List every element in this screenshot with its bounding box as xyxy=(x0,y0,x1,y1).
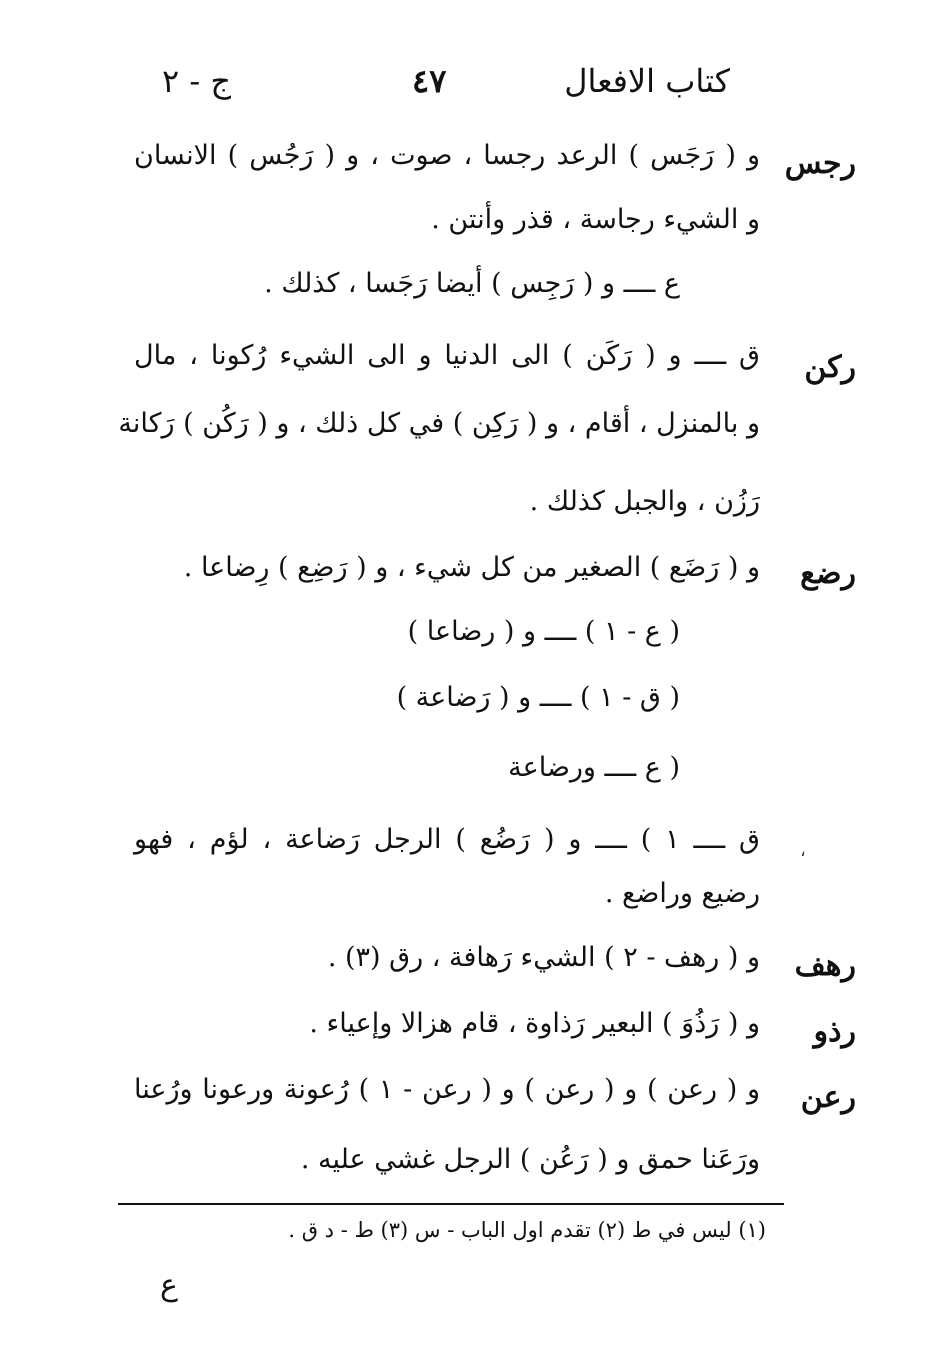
footnote: (١) ليس في ط (٢) تقدم اول الباب - س (٣) ط - د ق . xyxy=(288,1218,766,1242)
headword: رضع xyxy=(800,556,856,591)
entry-line: و ( رَجَس ) الرعد رجسا ، صوت ، و ( رَجُس ) الانسان xyxy=(134,140,760,171)
entry-line: و ( رعن ) و ( رعن ) و ( رعن - ١ ) رُعونة ورعونا ورُعنا xyxy=(134,1074,760,1105)
entry-line: ق ــــ و ( رَكَن ) الى الدنيا و الى الشيء رُكونا ، مال xyxy=(134,340,760,371)
part-label: ج - ٢ xyxy=(162,62,231,100)
entry-line: ( ع - ١ ) ــــ و ( رضاعا ) xyxy=(407,616,680,647)
page-header xyxy=(0,62,926,112)
entry-line: رَزُن ، والجبل كذلك . xyxy=(529,486,760,517)
headword: رذو xyxy=(813,1014,856,1049)
entry-line: و ( رَذُوَ ) البعير رَذاوة ، قام هزالا وإعياء . xyxy=(309,1008,760,1039)
entry-line: ( ع ــــ ورضاعة xyxy=(508,752,680,783)
entry-line: و ( رهف - ٢ ) الشيء رَهافة ، رق (٣) . xyxy=(327,942,760,973)
entry-line: و ( رَضَع ) الصغير من كل شيء ، و ( رَضِع ) رِضاعا . xyxy=(183,552,760,583)
entry-line: ع ــــ و ( رَجِس ) أيضا رَجَسا ، كذلك . xyxy=(264,268,680,299)
entry-line: رضيع وراضع . xyxy=(604,878,760,909)
headword: رهف xyxy=(794,948,856,983)
headword: رعن xyxy=(800,1080,856,1115)
footnote-divider xyxy=(118,1203,784,1205)
entry-line: ق ــــ ١ ) ــــ و ( رَضُع ) الرجل رَضاعة ، لؤم ، فهو xyxy=(134,824,760,855)
page-number: ٤٧ xyxy=(412,62,447,100)
book-title: كتاب الافعال xyxy=(564,62,730,100)
headword: رجس xyxy=(784,146,856,181)
entry-line: ورَعَنا حمق و ( رَعُن ) الرجل غشي عليه . xyxy=(300,1144,760,1175)
entry-line: و الشيء رجاسة ، قذر وأنتن . xyxy=(431,204,760,235)
entry-line: و بالمنزل ، أقام ، و ( رَكِن ) في كل ذلك ، و ( رَكُن ) رَكانة xyxy=(118,408,760,439)
headword: ركن xyxy=(804,350,856,385)
entry-line: ( ق - ١ ) ــــ و ( رَضاعة ) xyxy=(396,682,680,713)
signature-mark: ع xyxy=(160,1268,178,1303)
margin-mark: ، xyxy=(800,840,806,861)
